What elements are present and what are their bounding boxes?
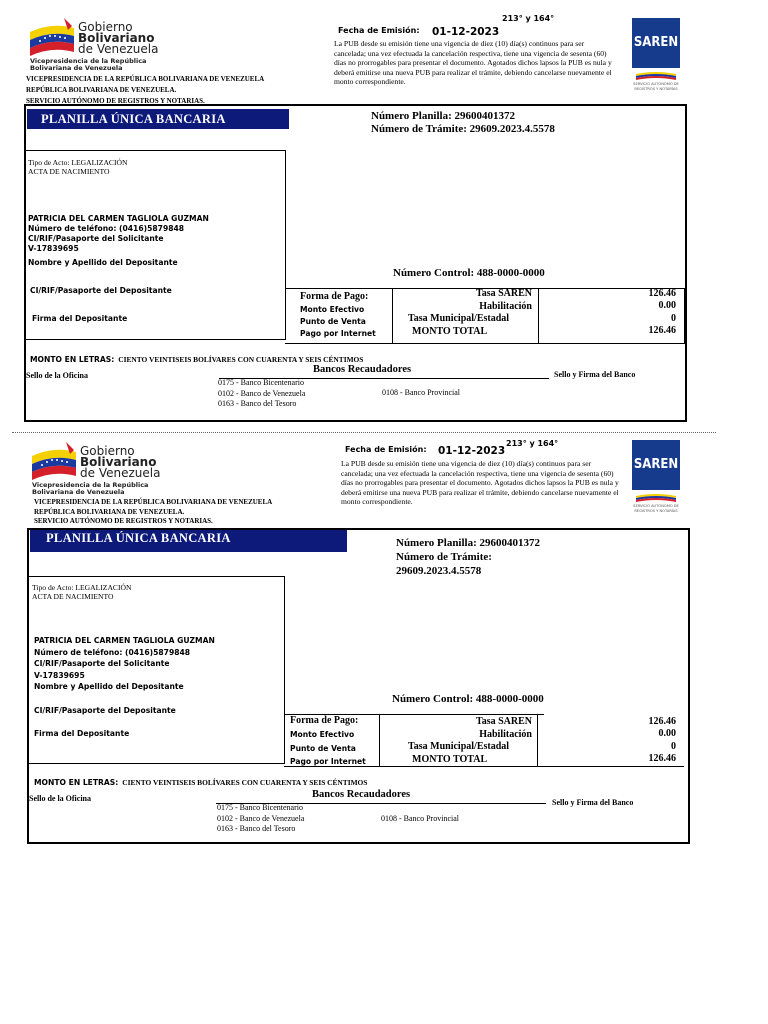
forma-pago: Forma de Pago: bbox=[290, 715, 359, 726]
val-tasa-municipal: 0 bbox=[671, 312, 676, 324]
numero-tramite-label: Número de Trámite: bbox=[396, 551, 492, 563]
gobierno-logo bbox=[30, 442, 170, 498]
cut-line bbox=[12, 432, 716, 433]
applicant-box bbox=[29, 576, 285, 764]
bancos-title: Bancos Recaudadores bbox=[313, 364, 412, 375]
sello-banco: Sello y Firma del Banco bbox=[554, 370, 636, 379]
nombre-depositante: Nombre y Apellido del Depositante bbox=[34, 682, 184, 691]
bancos-title: Bancos Recaudadores bbox=[312, 789, 411, 800]
banco-1: 0175 - Banco Bicentenario bbox=[217, 803, 303, 812]
logo-line2: Bolivariano bbox=[80, 455, 157, 469]
saren-label: SAREN bbox=[633, 457, 679, 472]
ci-depositante: CI/RIF/Pasaporte del Depositante bbox=[34, 706, 176, 715]
logo-line1: Gobierno bbox=[80, 444, 135, 458]
acta: ACTA DE NACIMIENTO bbox=[32, 592, 114, 601]
notice-text: La PUB desde su emisión tiene una vigencia de diez (10) día(s) continuos para ser cancelada; una vez efectuada la cancelación respectiva, tiene una vigencia de sesenta (60) días no prorrogables para presentar el documento. Agotados dichos lapsos la PUB es nula y deberá emitirse una nueva PUB para realizar el trámite, debiendo cancelarse nuevamente el monto correspondiente. bbox=[334, 39, 612, 87]
numero-planilla: Número Planilla: 29600401372 bbox=[396, 537, 541, 549]
planilla-copy-2 bbox=[0, 436, 768, 856]
val-habilitacion: 0.00 bbox=[658, 728, 676, 740]
institution-line2: REPÚBLICA BOLIVARIANA DE VENEZUELA. bbox=[26, 86, 177, 94]
banco-2: 0102 - Banco de Venezuela bbox=[217, 813, 305, 823]
monto-total: MONTO TOTAL bbox=[412, 325, 488, 337]
firma-depositante: Firma del Depositante bbox=[32, 314, 128, 323]
main-box bbox=[24, 104, 687, 422]
ci-solicitante-label: CI/RIF/Pasaporte del Solicitante bbox=[28, 234, 164, 243]
logo-line3: de Venezuela bbox=[80, 466, 161, 480]
title-bar bbox=[27, 109, 289, 129]
monto-letras: CIENTO VEINTISEIS BOLÍVARES CON CUARENTA Y SEIS CÉNTIMOS bbox=[122, 778, 368, 787]
val-tasa-saren: 126.46 bbox=[648, 288, 676, 299]
val-tasa-municipal: 0 bbox=[671, 740, 676, 752]
coords: 213° y 164° bbox=[506, 439, 559, 448]
institution-line3: SERVICIO AUTÓNOMO DE REGISTROS Y NOTARIAS. bbox=[26, 97, 205, 105]
monto-efectivo: Monto Efectivo bbox=[300, 305, 365, 314]
applicant-name: PATRICIA DEL CARMEN TAGLIOLA GUZMAN bbox=[34, 636, 215, 645]
planilla-copy-1 bbox=[0, 0, 768, 425]
monto-letras: CIENTO VEINTISEIS BOLÍVARES CON CUARENTA Y SEIS CÉNTIMOS bbox=[118, 355, 364, 364]
banco-3: 0163 - Banco del Tesoro bbox=[217, 824, 296, 833]
coords: 213° y 164° bbox=[502, 14, 555, 23]
saren-logo bbox=[630, 18, 682, 104]
telefono: Número de teléfono: (0416)5879848 bbox=[34, 647, 191, 657]
saren-flag-icon bbox=[632, 70, 680, 80]
tasa-municipal: Tasa Municipal/Estadal bbox=[408, 741, 510, 752]
logo-line3: de Venezuela bbox=[78, 42, 159, 56]
nombre-depositante: Nombre y Apellido del Depositante bbox=[28, 258, 178, 267]
logo-line1: Gobierno bbox=[78, 20, 133, 34]
logo-sub2: Bolivariana de Venezuela bbox=[32, 488, 125, 496]
pago-internet: Pago por Internet bbox=[300, 329, 376, 338]
numero-tramite-value: 29609.2023.4.5578 bbox=[396, 565, 482, 577]
gobierno-logo bbox=[28, 18, 168, 74]
tasa-saren: Tasa SAREN bbox=[475, 716, 532, 727]
ci-solicitante: V-17839695 bbox=[34, 670, 85, 680]
punto-venta: Punto de Venta bbox=[300, 317, 366, 326]
tasa-municipal: Tasa Municipal/Estadal bbox=[408, 313, 510, 324]
banco-4: 0108 - Banco Provincial bbox=[382, 388, 460, 397]
val-habilitacion: 0.00 bbox=[658, 300, 676, 312]
venezuela-flag-icon bbox=[30, 442, 78, 482]
logo-sub1: Vicepresidencia de la República bbox=[32, 481, 149, 489]
banco-2: 0102 - Banco de Venezuela bbox=[218, 388, 306, 398]
tipo-acto: Tipo de Acto: LEGALIZACIÓN bbox=[32, 583, 132, 592]
ci-solicitante: V-17839695 bbox=[28, 244, 79, 253]
banco-3: 0163 - Banco del Tesoro bbox=[218, 399, 297, 408]
sello-oficina: Sello de la Oficina bbox=[26, 371, 88, 380]
saren-sub: SERVICIO AUTÓNOMO DE REGISTROS Y NOTARÍAS bbox=[633, 504, 679, 513]
pago-internet: Pago por Internet bbox=[290, 757, 366, 766]
logo-line2: Bolivariano bbox=[78, 31, 155, 45]
fecha-label: Fecha de Emisión: bbox=[338, 26, 420, 35]
banco-4: 0108 - Banco Provincial bbox=[381, 814, 459, 823]
page-title: PLANILLA ÚNICA BANCARIA bbox=[41, 112, 226, 126]
habilitacion: Habilitación bbox=[479, 728, 532, 740]
banco-1: 0175 - Banco Bicentenario bbox=[218, 378, 304, 387]
fecha-value: 01-12-2023 bbox=[438, 445, 506, 457]
monto-letras-label: MONTO EN LETRAS: bbox=[34, 778, 119, 787]
saren-flag-icon bbox=[632, 492, 680, 502]
ci-depositante: CI/RIF/Pasaporte del Depositante bbox=[30, 286, 172, 295]
sello-oficina: Sello de la Oficina bbox=[29, 794, 91, 803]
fecha-label: Fecha de Emisión: bbox=[345, 445, 427, 454]
institution-line2: REPÚBLICA BOLIVARIANA DE VENEZUELA. bbox=[34, 507, 185, 516]
applicant-box bbox=[26, 150, 286, 340]
venezuela-flag-icon bbox=[28, 18, 76, 58]
acta: ACTA DE NACIMIENTO bbox=[28, 167, 110, 176]
numero-control: Número Control: 488-0000-0000 bbox=[393, 267, 545, 279]
tipo-acto: Tipo de Acto: LEGALIZACIÓN bbox=[28, 158, 128, 167]
val-monto-total: 126.46 bbox=[648, 752, 676, 764]
tasa-saren: Tasa SAREN bbox=[475, 288, 532, 299]
telefono: Número de teléfono: (0416)5879848 bbox=[28, 224, 185, 233]
forma-pago: Forma de Pago: bbox=[300, 291, 369, 302]
numero-control: Número Control: 488-0000-0000 bbox=[392, 693, 544, 705]
monto-letras-label: MONTO EN LETRAS: bbox=[30, 355, 115, 364]
fecha-value: 01-12-2023 bbox=[432, 26, 500, 38]
sello-banco: Sello y Firma del Banco bbox=[552, 798, 634, 807]
monto-total: MONTO TOTAL bbox=[412, 753, 488, 765]
logo-sub2: Bolivariana de Venezuela bbox=[30, 64, 123, 72]
notice-text: La PUB desde su emisión tiene una vigencia de diez (10) día(s) continuos para ser cancelada; una vez efectuada la cancelación respectiva, tiene una vigencia de sesenta (60) días no prorrogables para presentar el documento. Agotados dichos lapsos la PUB es nula y deberá emitirse una nueva PUB para realizar el trámite, debiendo cancelarse nuevamente el monto correspondiente. bbox=[341, 459, 619, 507]
saren-label: SAREN bbox=[633, 35, 679, 50]
ci-solicitante-label: CI/RIF/Pasaporte del Solicitante bbox=[34, 659, 170, 668]
saren-logo bbox=[630, 440, 682, 526]
numero-tramite: Número de Trámite: 29609.2023.4.5578 bbox=[371, 123, 555, 135]
institution-line3: SERVICIO AUTÓNOMO DE REGISTROS Y NOTARIAS. bbox=[34, 517, 213, 525]
saren-sub: SERVICIO AUTÓNOMO DE REGISTROS Y NOTARÍAS bbox=[633, 82, 679, 91]
habilitacion: Habilitación bbox=[479, 300, 532, 312]
monto-efectivo: Monto Efectivo bbox=[290, 730, 355, 739]
logo-sub1: Vicepresidencia de la República bbox=[30, 57, 147, 65]
val-monto-total: 126.46 bbox=[648, 324, 676, 336]
numero-planilla: Número Planilla: 29600401372 bbox=[371, 110, 516, 122]
main-box bbox=[27, 528, 690, 844]
title-bar bbox=[30, 530, 347, 552]
institution-line1: VICEPRESIDENCIA DE LA REPÚBLICA BOLIVARIANA DE VENEZUELA bbox=[26, 75, 265, 83]
val-tasa-saren: 126.46 bbox=[648, 716, 676, 727]
applicant-name: PATRICIA DEL CARMEN TAGLIOLA GUZMAN bbox=[28, 214, 209, 223]
punto-venta: Punto de Venta bbox=[290, 743, 356, 753]
institution-line1: VICEPRESIDENCIA DE LA REPÚBLICA BOLIVARIANA DE VENEZUELA bbox=[34, 498, 273, 506]
firma-depositante: Firma del Depositante bbox=[34, 729, 130, 738]
page-title: PLANILLA ÚNICA BANCARIA bbox=[46, 531, 231, 545]
